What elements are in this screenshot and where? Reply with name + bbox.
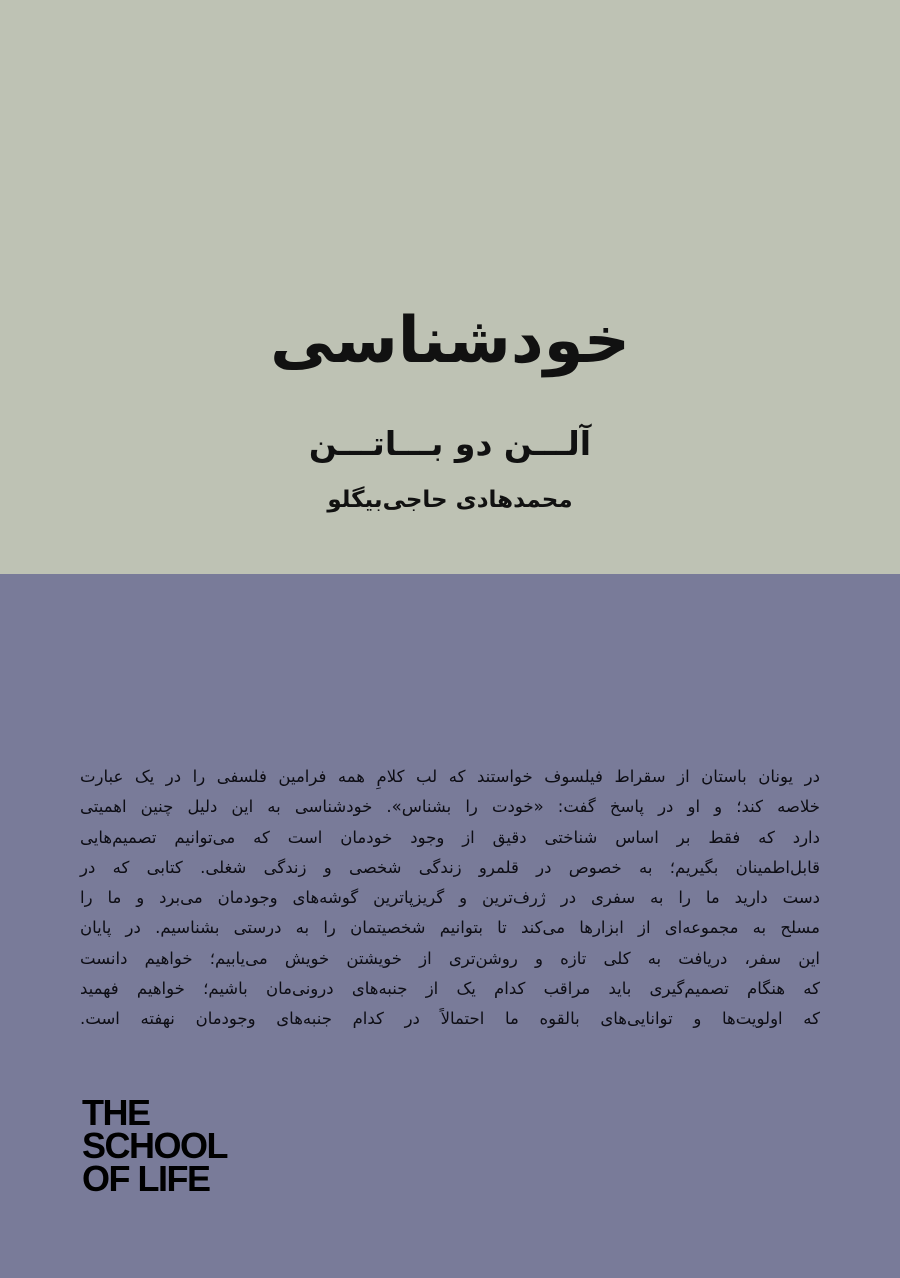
blurb-line: قابل‌اطمینان بگیریم؛ به خصوص در قلمرو زندگی شخصی و زندگی شغلی. کتابی که در (80, 857, 820, 877)
publisher-logo (82, 1092, 228, 1199)
book-title: خودشناسی (270, 304, 630, 378)
blurb-line: این سفر، دریافت به کلی تازه و روشن‌تری از خویشتن خویش می‌یابیم؛ خواهیم دانست (80, 948, 820, 968)
blurb-line: دارد که فقط بر اساس شناختی دقیق از وجود خودمان است که می‌توانیم تصمیم‌هایی (80, 827, 820, 847)
logo-line-of-life: OF LIFE (82, 1158, 210, 1199)
translator-name: محمدهادی حاجی‌بیگلو (327, 487, 573, 513)
logo-line-the: THE (82, 1092, 150, 1133)
blurb-line: که هنگام تصمیم‌گیری باید مراقب کدام یک از جنبه‌های درونی‌مان باشیم؛ خواهیم فهمید (80, 979, 820, 999)
blurb-line: مسلح به مجموعه‌ای از ابزارها می‌کند تا بتوانیم شخصیتمان را به درستی بشناسیم. در پایان (80, 918, 820, 938)
logo-line-school: SCHOOL (82, 1125, 228, 1166)
author-name: آلـــن دو بـــاتـــن (308, 424, 592, 463)
blurb-line: خلاصه کند؛ و او در پاسخ گفت: «خودت را بشناس». خودشناسی به این دلیل چنین اهمیتی (80, 797, 820, 817)
back-blurb (80, 762, 820, 1035)
blurb-line: در یونان باستان از سقراط فیلسوف خواستند که لب کلامِ همه فرامین فلسفی را در یک عبارت (80, 767, 820, 786)
blurb-line: که اولویت‌ها و توانایی‌های بالقوه ما احتمالاً در کدام جنبه‌های وجودمان نهفته است. (80, 1009, 820, 1029)
blurb-line: دست دارید ما را به سفری در ژرف‌ترین و گریزپاترین گوشه‌های وجودمان می‌برد و ما را (80, 888, 820, 908)
